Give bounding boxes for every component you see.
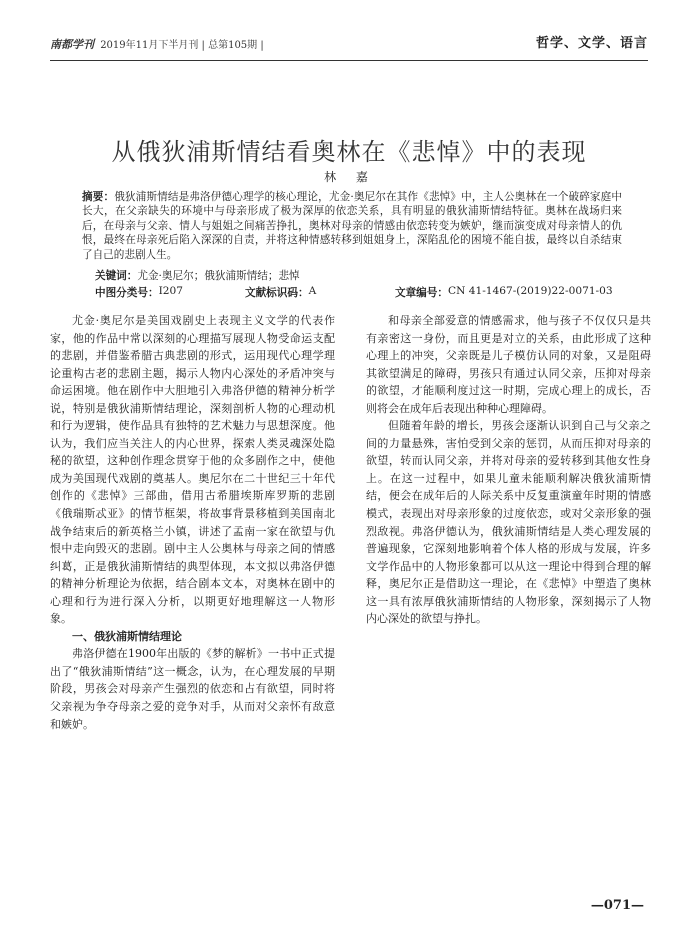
header-rule	[50, 60, 648, 61]
article-label: 文章编号：	[395, 287, 448, 299]
doc-field	[245, 285, 317, 300]
journal-name: 南都学刊	[50, 38, 94, 51]
article-title: 从俄狄浦斯情结看奥林在《悲悼》中的表现	[111, 138, 587, 167]
section-heading: 一、俄狄浦斯情结理论	[72, 629, 182, 643]
header-left	[50, 36, 264, 52]
body-column-right	[366, 312, 651, 628]
body-paragraph: 尤金·奥尼尔是美国戏剧史上表现主义文学的代表作家，他的作品中常以深刻的心理描写展现人物受命运支配的悲剧，并借鉴希腊古典悲剧的形式，运用现代心理学理论重构古老的悲剧主题，揭示人物内心深处的矛盾冲突与命运困境。他在剧作中大胆地引入弗洛伊德的精神分析学说，特别是俄狄浦斯情结理论，深刻剖析人物的心理动机和行为逻辑，使作品具有独特的艺术魅力与思想深度。他认为，我们应当关注人的内心世界，探索人类灵魂深处隐秘的欲望，这种创作理念贯穿于他的众多剧作之中，使他成为美国现代戏剧的奠基人。奥尼尔在二十世纪三十年代创作的《悲悼》三部曲，借用古希腊埃斯库罗斯的悲剧《俄瑞斯忒亚》的情节框架，将故事背景移植到美国南北战争结束后的新英格兰小镇，讲述了孟南一家在欲望与仇恨中走向毁灭的悲剧。剧中主人公奥林与母亲之间的情感纠葛，正是俄狄浦斯情结的典型体现，本文拟以弗洛伊德的精神分析理论为依据，结合剧本文本，对奥林在剧中的心理和行为进行深入分析，以期更好地理解这一人物形象。	[50, 314, 335, 626]
article-field	[395, 285, 613, 300]
abstract-text: 俄狄浦斯情结是弗洛伊德心理学的核心理论，尤金·奥尼尔在其作《悲悼》中，主人公奥林在一个破碎家庭中长大，在父亲缺失的环境中与母亲形成了极为深厚的依恋关系，具有明显的俄狄浦斯情结特征。奥林在战场归来后，在母亲与父亲、情人与姐姐之间痛苦挣扎，奥林对母亲的情感由依恋转变为嫉妒，继而演变成对母亲情人的仇恨，最终在母亲死后陷入深深的自责，并将这种情感转移到姐姐身上，深陷乱伦的困境不能自拔，最终以自杀结束了自己的悲剧人生。	[82, 191, 622, 261]
body-column-left	[50, 312, 335, 733]
keywords-text: 尤金·奥尼尔；俄狄浦斯情结；悲悼	[137, 270, 300, 282]
abstract-label: 摘要：	[82, 191, 115, 203]
header-bar	[50, 32, 648, 56]
body-paragraph: 但随着年龄的增长，男孩会逐渐认识到自己与父亲之间的力量悬殊，害怕受到父亲的惩罚，从而压抑对母亲的欲望，转而认同父亲，并将对母亲的爱转移到其他女性身上。在这一过程中，如果儿童未能顺利解决俄狄浦斯情结，便会在成年后的人际关系中反复重演童年时期的情感模式，表现出对母亲形象的过度依恋，或对父亲形象的强烈敌视。弗洛伊德认为，俄狄浦斯情结是人类心理发展的普遍现象，它深刻地影响着个体人格的形成与发展，许多文学作品中的人物形象都可以从这一理论中得到合理的解释，奥尼尔正是借助这一理论，在《悲悼》中塑造了奥林这一具有浓厚俄狄浦斯情结的人物形象，深刻揭示了人物内心深处的欲望与挣扎。	[366, 419, 651, 626]
abstract	[82, 190, 622, 262]
body-paragraph: 和母亲全部爱意的情感需求，他与孩子不仅仅只是共有亲密这一身份，而且更是对立的关系，由此形成了这种心理上的冲突，父亲既是儿子模仿认同的对象，又是阻碍其欲望满足的障碍，男孩只有通过认同父亲，压抑对母亲的欲望，才能顺利度过这一时期，完成心理上的成长，否则将会在成年后表现出种种心理障碍。	[366, 314, 651, 415]
author-name: 林 嘉	[324, 170, 376, 184]
clc-field	[95, 285, 183, 300]
issue-info: 2019年11月下半月刊 | 总第105期 |	[100, 40, 264, 51]
page-number: —071—	[590, 898, 644, 913]
keywords-label: 关键词：	[95, 270, 138, 282]
doc-value: A	[308, 285, 317, 297]
article-value: CN 41-1467-(2019)22-0071-03	[447, 285, 613, 297]
clc-label: 中图分类号：	[95, 287, 159, 299]
doc-label: 文献标识码：	[245, 287, 309, 299]
body-paragraph: 弗洛伊德在1900年出版的《梦的解析》一书中正式提出了“俄狄浦斯情结”这一概念，认为，在心理发展的早期阶段，男孩会对母亲产生强烈的依恋和占有欲望，同时将父亲视为争夺母亲之爱的竞争对手，从而对父亲怀有敌意和嫉妒。	[50, 647, 335, 731]
keywords	[95, 268, 300, 283]
section-name: 哲学、文学、语言	[535, 36, 648, 51]
clc-value: I207	[158, 285, 183, 297]
